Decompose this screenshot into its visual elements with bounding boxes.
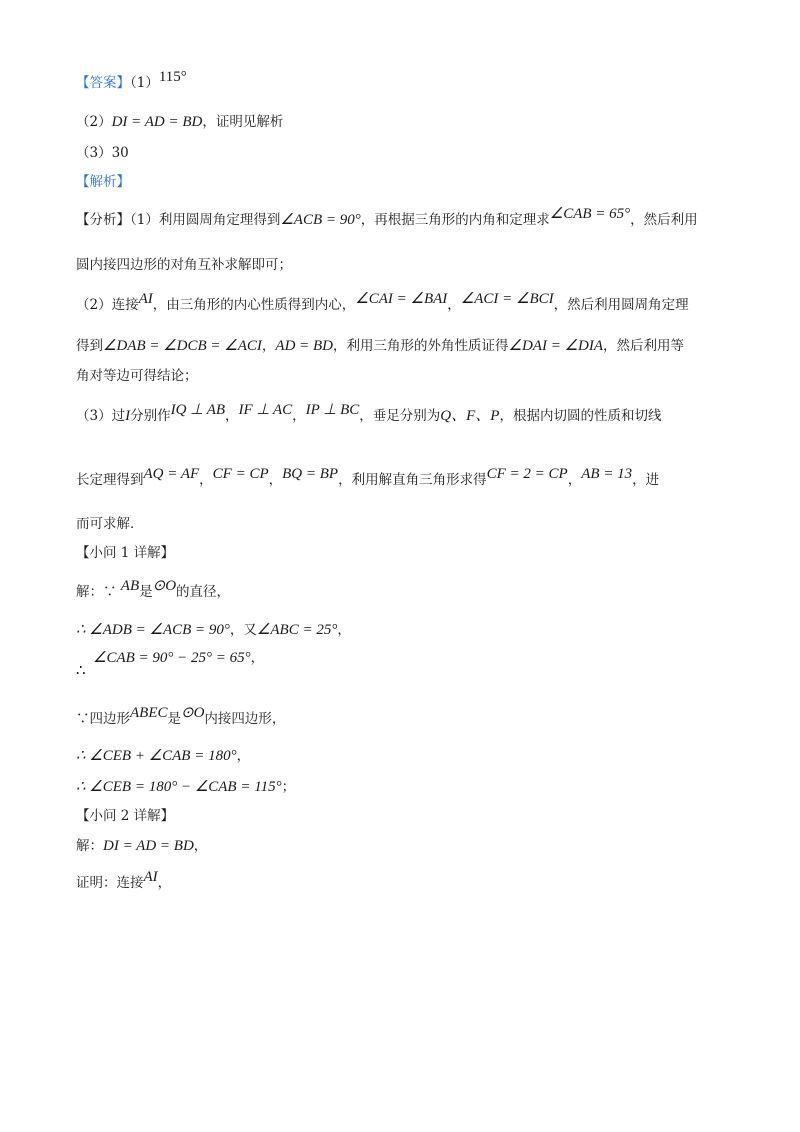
fenxi-text: ， — [225, 408, 239, 424]
fenxi-math: AI — [138, 291, 153, 307]
q1-text: ； — [281, 779, 296, 795]
fenxi-text: ， — [447, 297, 461, 313]
fenxi-text: 分别作 — [130, 408, 171, 424]
q2-step-2 — [76, 869, 760, 893]
q1-math: ∠ABC = 25° — [256, 622, 338, 638]
q1-text: 内接四边形， — [204, 711, 286, 727]
fenxi-math: CF = CP — [212, 466, 269, 482]
q1-text: ，又 — [229, 622, 257, 638]
fenxi-text: 得到 — [76, 338, 103, 354]
therefore-symbol: ∴ — [76, 663, 86, 679]
fenxi-text: ， — [292, 408, 306, 424]
fenxi-text: ， — [268, 472, 283, 488]
q1-step-6 — [76, 777, 760, 797]
fenxi-text: ，由三角形的内心性质得到内心， — [152, 297, 356, 313]
q1-text: 是 — [167, 711, 181, 727]
fenxi-text: ，利用三角形的外角性质证得 — [333, 338, 509, 354]
q1-text: 的直径， — [176, 584, 231, 600]
fenxi-text: ，根据内切圆的性质和切线 — [499, 408, 662, 424]
fenxi-text: ，垂足分别为 — [359, 408, 441, 424]
fenxi-text: 长定理得到 — [76, 472, 144, 488]
fenxi-text: ，利用解直角三角形求得 — [338, 472, 487, 488]
fenxi-text: ，进 — [632, 472, 660, 488]
q2-text: ， — [157, 875, 172, 891]
q1-math: ABEC — [130, 705, 168, 721]
q1-text: 是 — [139, 584, 153, 600]
q2-title-line — [76, 806, 760, 826]
fenxi-math: IQ ⊥ AB — [170, 402, 226, 418]
q1-step-4 — [76, 705, 760, 729]
fenxi-text: ， — [567, 472, 582, 488]
fenxi-math: IF ⊥ AC — [238, 402, 293, 418]
q1-title-line — [76, 543, 760, 563]
fenxi-math: CF = 2 = CP — [486, 466, 568, 482]
fenxi-math: I — [125, 408, 131, 424]
analysis-tag-line — [76, 172, 760, 192]
answer-line-2 — [76, 112, 760, 132]
analysis-tag: 【解析】 — [76, 174, 130, 190]
fenxi-text: ，然后利用 — [630, 212, 698, 228]
fenxi-text: 而可求解． — [76, 516, 144, 532]
fenxi-line-8 — [76, 514, 760, 534]
fenxi-math: AD = BD — [275, 338, 334, 354]
q2-math: DI = AD = BD — [103, 838, 194, 854]
q2-math: AI — [143, 869, 158, 885]
answer-line-1 — [76, 69, 760, 93]
q2-text: ， — [193, 838, 208, 854]
q1-step-2 — [76, 620, 760, 640]
q1-step-1 — [76, 578, 760, 602]
answer-p3: （3）30 — [76, 145, 129, 161]
answer-p2-math: DI = AD = BD — [111, 114, 203, 130]
q2-step-1 — [76, 836, 760, 856]
answer-p1-label: （1） — [130, 75, 159, 91]
answer-p2-label: （2） — [76, 114, 112, 130]
fenxi-text: ，然后利用圆周角定理 — [553, 297, 689, 313]
answer-p2-text: ，证明见解析 — [202, 114, 284, 130]
fenxi-line-4 — [76, 336, 760, 356]
q1-text: ， — [236, 748, 251, 764]
q1-math: ∴ ∠CEB + ∠CAB = 180° — [76, 748, 237, 764]
fenxi-text: ， — [199, 472, 213, 488]
answer-tag: 【答案】 — [76, 75, 130, 91]
fenxi-math: ∠DAI = ∠DIA — [508, 338, 604, 354]
fenxi-math: ∠CAI = ∠BAI — [355, 291, 448, 307]
q1-math: ⊙O — [152, 578, 177, 594]
q1-math: ⊙O — [181, 705, 205, 721]
fenxi-math: ∠CAB = 65° — [549, 206, 631, 222]
fenxi-text: ， — [261, 338, 276, 354]
q1-step-3-therefore — [76, 661, 760, 681]
q1-title: 【小问 1 详解】 — [76, 545, 175, 561]
q1-text: ∵四边形 — [76, 711, 130, 727]
fenxi-text: ，再根据三角形的内角和定理求 — [360, 212, 550, 228]
fenxi-line-3 — [76, 291, 760, 315]
answer-p1-value: 115° — [158, 69, 187, 85]
fenxi-math: Q、F、P — [440, 408, 500, 424]
fenxi-line-1 — [76, 206, 760, 230]
q2-text: 证明：连接 — [76, 875, 144, 891]
fenxi-line-6 — [76, 402, 760, 426]
fenxi-line-5 — [76, 366, 760, 386]
q1-step-5 — [76, 746, 760, 766]
fenxi-math: AQ = AF — [143, 466, 200, 482]
q1-text: ， — [337, 622, 351, 638]
fenxi-math: IP ⊥ BC — [305, 402, 360, 418]
fenxi-math: ∠ACI = ∠BCI — [460, 291, 554, 307]
fenxi-text: （2）连接 — [76, 297, 139, 313]
q1-math: ∴ ∠ADB = ∠ACB = 90° — [76, 622, 230, 638]
fenxi-text: ，然后利用等 — [603, 338, 685, 354]
q2-title: 【小问 2 详解】 — [76, 808, 175, 824]
fenxi-text: （3）过 — [76, 408, 126, 424]
fenxi-math: AB = 13 — [581, 466, 633, 482]
q2-text: 解： — [76, 838, 103, 854]
answer-line-3 — [76, 143, 760, 163]
fenxi-text: 角对等边可得结论； — [76, 368, 198, 384]
fenxi-text: 【分析】（1）利用圆周角定理得到 — [76, 212, 281, 228]
fenxi-math: BQ = BP — [282, 466, 339, 482]
fenxi-math: ∠ACB = 90° — [280, 212, 361, 228]
q1-math: ∠CAB = 90° − 25° = 65° — [93, 650, 251, 666]
fenxi-text: 圆内接四边形的对角互补求解即可； — [76, 257, 292, 273]
fenxi-line-2 — [76, 255, 760, 275]
fenxi-math: ∠DAB = ∠DCB = ∠ACI — [103, 338, 262, 354]
fenxi-line-7 — [76, 466, 760, 490]
q1-text: ， — [250, 650, 265, 666]
q1-math: ∴ ∠CEB = 180° − ∠CAB = 115° — [76, 779, 282, 795]
q1-math: AB — [120, 578, 140, 594]
q1-text: 解：∵ — [76, 584, 121, 600]
